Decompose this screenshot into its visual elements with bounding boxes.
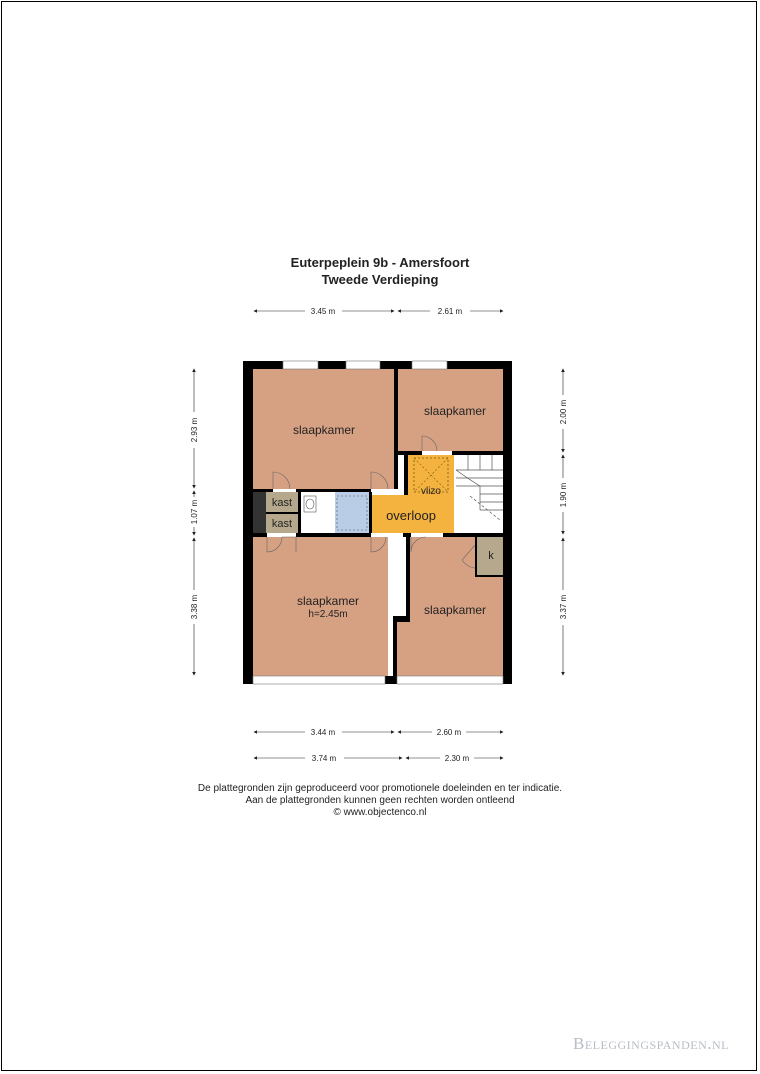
dim-bottom1-left: 3.44 m bbox=[310, 728, 336, 737]
bathroom-shower bbox=[335, 492, 369, 533]
disclaimer-line-2: Aan de plattegronden kunnen geen rechten worden ontleend bbox=[245, 795, 515, 806]
copyright-link[interactable]: © www.objectenco.nl bbox=[333, 807, 427, 818]
dim-bottom2-right: 2.30 m bbox=[444, 754, 470, 763]
label-ceiling-height: h=2.45m bbox=[308, 609, 348, 620]
dim-top-right: 2.61 m bbox=[437, 307, 463, 316]
dim-left-mid: 1.07 m bbox=[190, 499, 199, 525]
disclaimer-line-1: De plattegronden zijn geproduceerd voor promotionele doeleinden en ter indicatie. bbox=[197, 783, 563, 794]
label-slaapkamer-ne: slaapkamer bbox=[423, 404, 487, 418]
dim-right-mid: 1.90 m bbox=[559, 482, 568, 508]
label-k: k bbox=[488, 550, 494, 562]
label-slaapkamer-sw: slaapkamer bbox=[296, 594, 360, 608]
dim-right-bottom: 3.37 m bbox=[559, 594, 568, 620]
dim-bottom1-right: 2.60 m bbox=[436, 728, 462, 737]
label-vlizo: vlizo bbox=[420, 486, 442, 497]
watermark-logo: Beleggingspanden.nl bbox=[573, 1034, 729, 1053]
label-slaapkamer-nw: slaapkamer bbox=[292, 423, 356, 437]
label-slaapkamer-se: slaapkamer bbox=[423, 603, 487, 617]
label-kast-2: kast bbox=[271, 518, 293, 530]
dim-right-top: 2.00 m bbox=[559, 399, 568, 425]
dim-bottom2-left: 3.74 m bbox=[311, 754, 337, 763]
dim-left-bottom: 3.38 m bbox=[190, 594, 199, 620]
plan-title: Euterpeplein 9b - Amersfoort bbox=[290, 255, 470, 270]
label-kast-1: kast bbox=[271, 497, 293, 509]
label-overloop: overloop bbox=[386, 508, 436, 523]
dim-top-left: 3.45 m bbox=[310, 307, 336, 316]
plan-subtitle: Tweede Verdieping bbox=[321, 272, 439, 287]
dim-left-top: 2.93 m bbox=[190, 417, 199, 443]
